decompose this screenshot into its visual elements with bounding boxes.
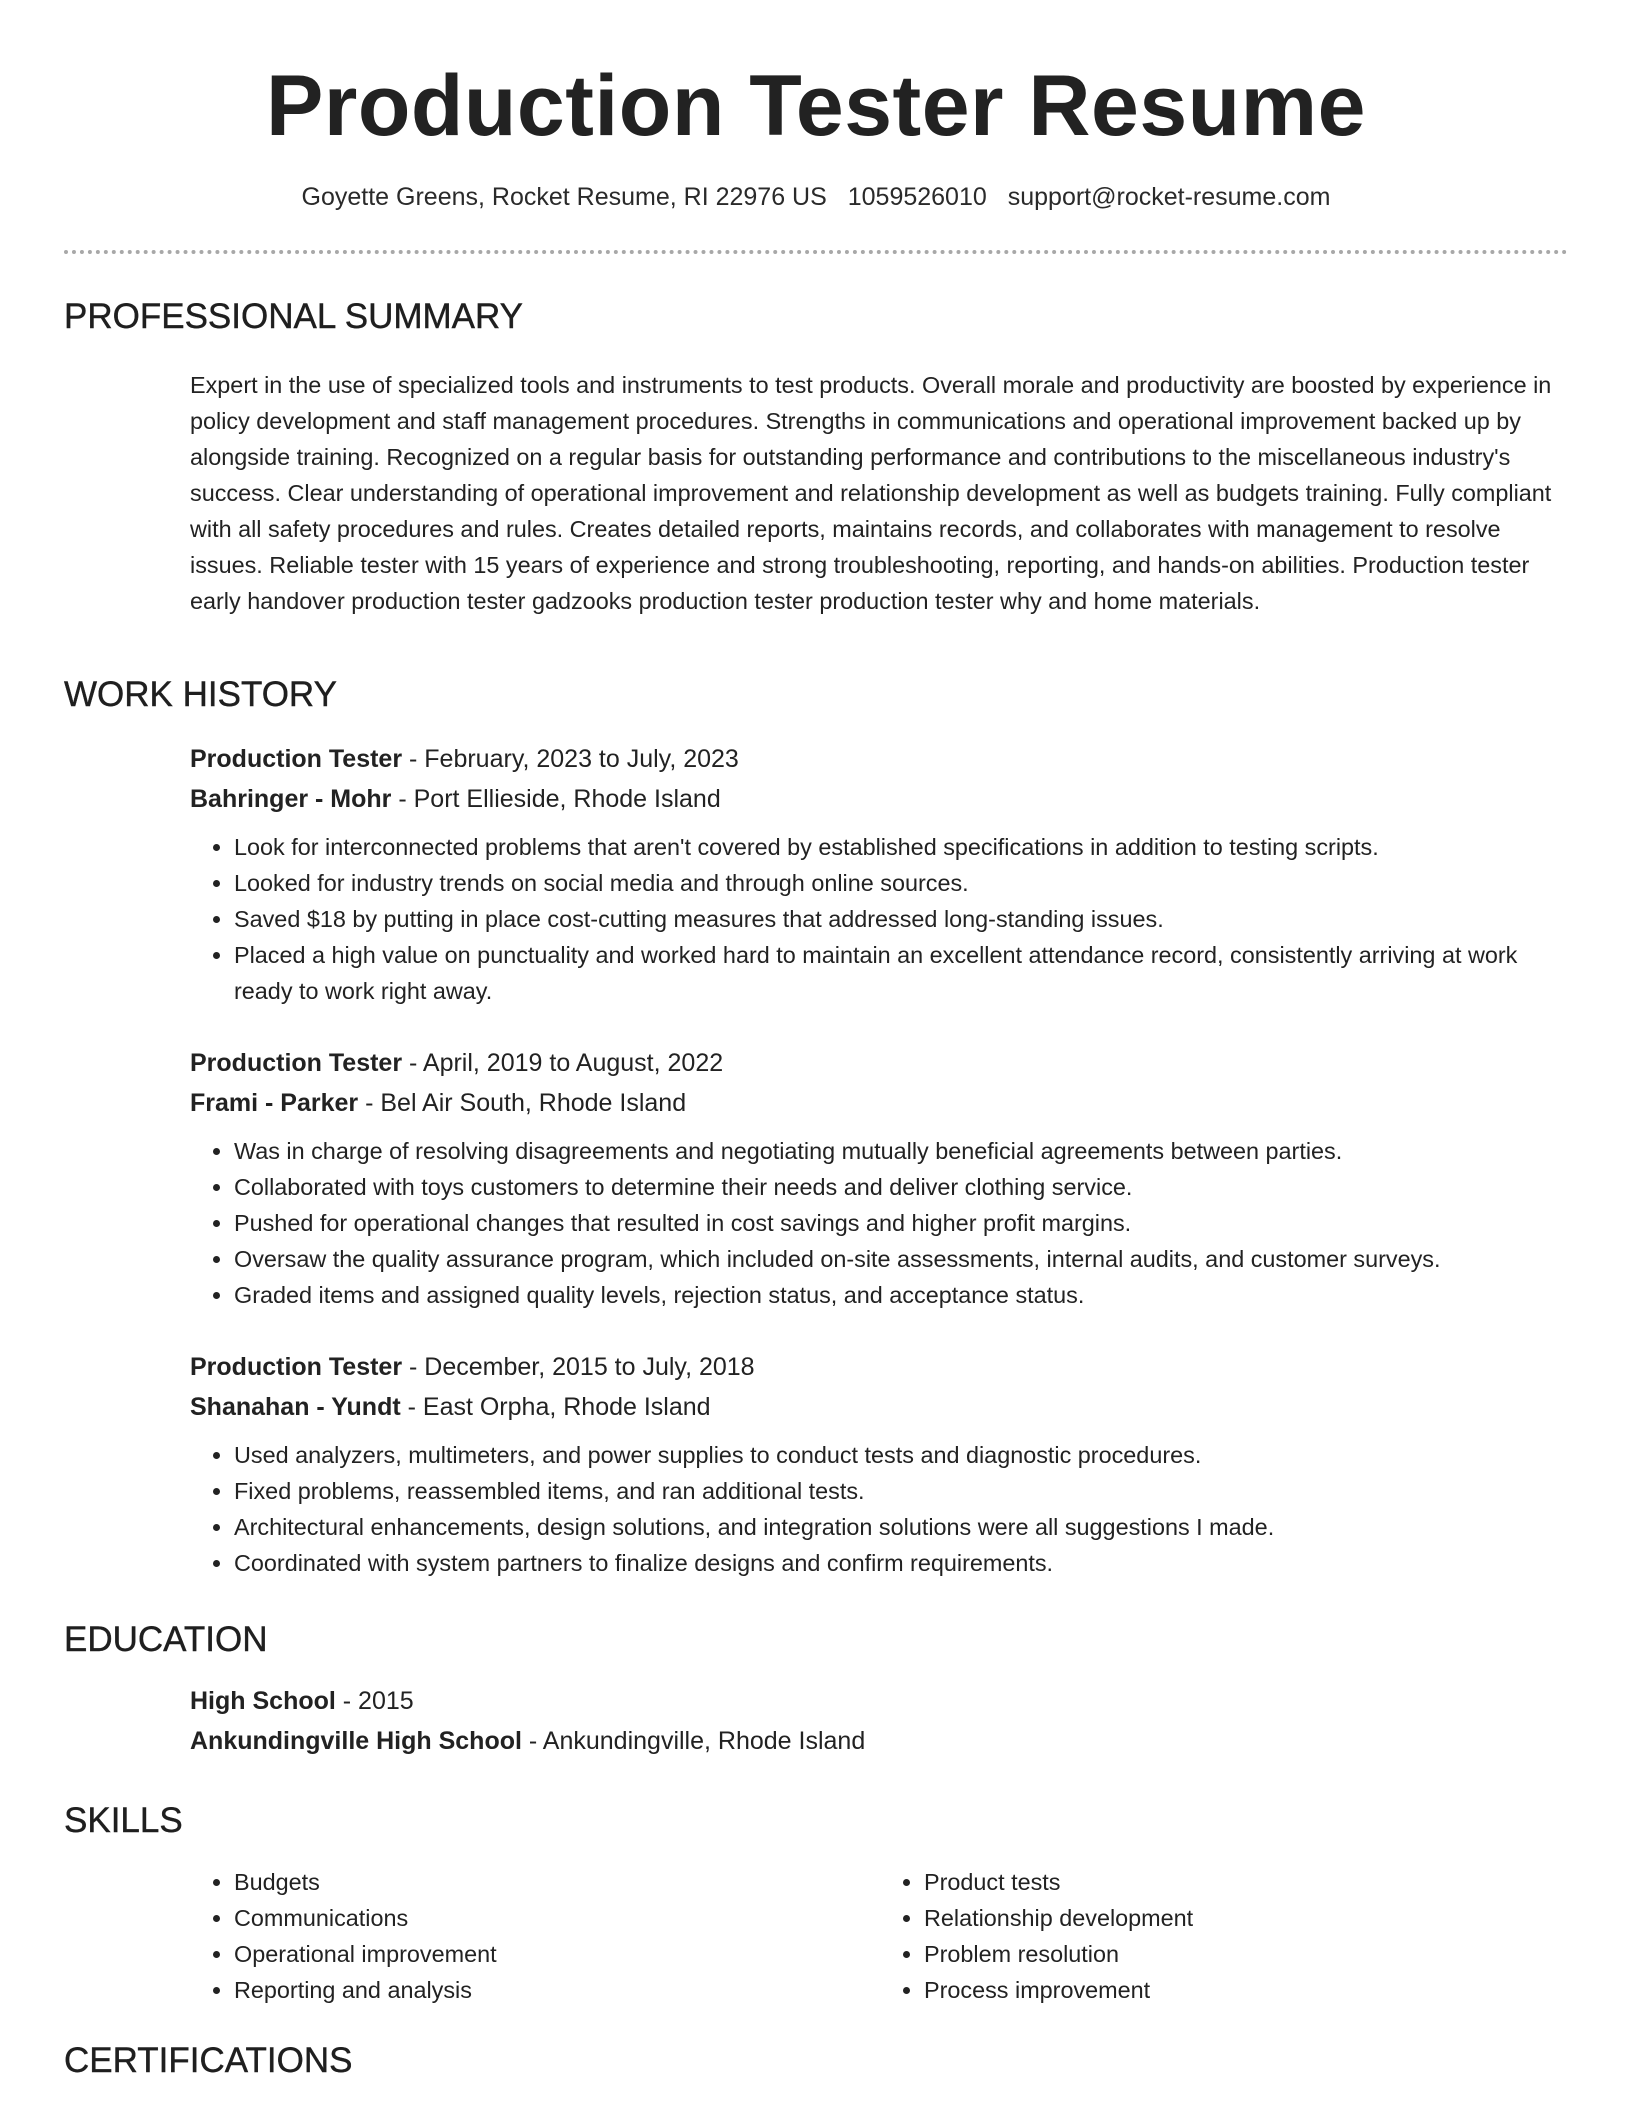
education-location: Ankundingville, Rhode Island: [542, 1727, 866, 1755]
skill-item: • Communications: [234, 1900, 880, 1936]
skill-item: • Budgets: [234, 1864, 880, 1900]
separator: -: [335, 1687, 359, 1715]
job-company: Shanahan - Yundt: [190, 1393, 401, 1421]
job-entry-2: [190, 1043, 1570, 1313]
job-title: Production Tester: [190, 1049, 403, 1077]
skill-item: • Relationship development: [924, 1900, 1570, 1936]
skill-item: • Product tests: [924, 1864, 1570, 1900]
job-company-line: [190, 779, 1570, 819]
skill-item: • Operational improvement: [234, 1936, 880, 1972]
contact-address: Goyette Greens, Rocket Resume, RI 22976 US: [301, 183, 827, 211]
skill-item: • Problem resolution: [924, 1936, 1570, 1972]
education-year: 2015: [358, 1687, 414, 1715]
section-title-education: EDUCATION: [64, 1620, 268, 1659]
section-title-certifications: CERTIFICATIONS: [64, 2041, 353, 2080]
job-title-line: [190, 1347, 1570, 1387]
section-title-skills: SKILLS: [64, 1801, 183, 1840]
summary-text: Expert in the use of specialized tools and instruments to test products. Overall morale and productivity are boosted by experience in policy development and staff management procedures. Strengths in communications and operational improvement backed up by alongside training. Recognized on a regular basis for outstanding performance and contributions to the miscellaneous industry's success. Clear understanding of operational improvement and relationship development as well as budgets training. Fully compliant with all safety procedures and rules. Creates detailed reports, maintains records, and collaborates with management to resolve issues. Reliable tester with 15 years of experience and strong troubleshooting, reporting, and hands-on abilities. Production tester early handover production tester gadzooks production tester production tester why and home materials.: [190, 372, 1552, 614]
list-item: • Architectural enhancements, design solutions, and integration solutions were all suggestions I made.: [234, 1509, 1570, 1545]
job-location: Port Ellieside, Rhode Island: [413, 785, 721, 813]
job-bullets: [190, 1437, 1570, 1581]
section-title-summary: PROFESSIONAL SUMMARY: [64, 297, 523, 336]
list-item: • Looked for industry trends on social media and through online sources.: [234, 865, 1570, 901]
list-item: • Fixed problems, reassembled items, and ran additional tests.: [234, 1473, 1570, 1509]
job-company-line: [190, 1387, 1570, 1427]
separator: -: [358, 1089, 381, 1117]
job-company: Frami - Parker: [190, 1089, 359, 1117]
skills-column-left: [190, 1864, 880, 2008]
list-item: • Was in charge of resolving disagreements and negotiating mutually beneficial agreements between parties.: [234, 1133, 1570, 1169]
job-location: East Orpha, Rhode Island: [422, 1393, 711, 1421]
job-bullets: [190, 829, 1570, 1009]
contact-phone: 1059526010: [847, 183, 987, 211]
list-item: • Collaborated with toys customers to determine their needs and deliver clothing service.: [234, 1169, 1570, 1205]
separator: -: [402, 745, 425, 773]
job-dates: December, 2015 to July, 2018: [424, 1353, 755, 1381]
education-school: Ankundingville High School: [190, 1727, 522, 1755]
list-item: • Oversaw the quality assurance program, which included on-site assessments, internal audits, and customer surveys.: [234, 1241, 1570, 1277]
job-entry-1: [190, 739, 1570, 1009]
job-company: Bahringer - Mohr: [190, 785, 392, 813]
contact-line: [0, 180, 1632, 214]
job-title-line: [190, 1043, 1570, 1083]
job-title: Production Tester: [190, 745, 403, 773]
education-degree-line: [190, 1681, 1570, 1721]
page-title: Production Tester Resume: [266, 58, 1366, 154]
list-item: • Placed a high value on punctuality and worked hard to maintain an excellent attendance record, consistently arriving at work ready to work right away.: [234, 937, 1570, 1009]
separator: -: [402, 1049, 423, 1077]
job-dates: February, 2023 to July, 2023: [424, 745, 739, 773]
list-item: • Used analyzers, multimeters, and power supplies to conduct tests and diagnostic procedures.: [234, 1437, 1570, 1473]
separator: -: [521, 1727, 543, 1755]
separator: -: [402, 1353, 425, 1381]
header-divider: [64, 250, 1568, 254]
list-item: • Coordinated with system partners to finalize designs and confirm requirements.: [234, 1545, 1570, 1581]
list-item: • Look for interconnected problems that aren't covered by established specifications in addition to testing scripts.: [234, 829, 1570, 865]
job-location: Bel Air South, Rhode Island: [380, 1089, 687, 1117]
separator: -: [400, 1393, 423, 1421]
job-dates: April, 2019 to August, 2022: [422, 1049, 724, 1077]
list-item: • Saved $18 by putting in place cost-cutting measures that addressed long-standing issues.: [234, 901, 1570, 937]
job-title: Production Tester: [190, 1353, 403, 1381]
list-item: • Pushed for operational changes that resulted in cost savings and higher profit margins.: [234, 1205, 1570, 1241]
contact-email[interactable]: support@rocket-resume.com: [1007, 183, 1331, 211]
skill-item: • Process improvement: [924, 1972, 1570, 2008]
skill-item: • Reporting and analysis: [234, 1972, 880, 2008]
section-title-work-history: WORK HISTORY: [64, 675, 337, 714]
skills-column-right: [880, 1864, 1570, 2008]
list-item: • Graded items and assigned quality levels, rejection status, and acceptance status.: [234, 1277, 1570, 1313]
education-entry: [190, 1681, 1570, 1761]
separator: -: [391, 785, 414, 813]
education-degree: High School: [190, 1687, 336, 1715]
job-company-line: [190, 1083, 1570, 1123]
job-entry-3: [190, 1347, 1570, 1581]
skills-list: [190, 1864, 1570, 2008]
job-title-line: [190, 739, 1570, 779]
education-school-line: [190, 1721, 1570, 1761]
job-bullets: [190, 1133, 1570, 1313]
